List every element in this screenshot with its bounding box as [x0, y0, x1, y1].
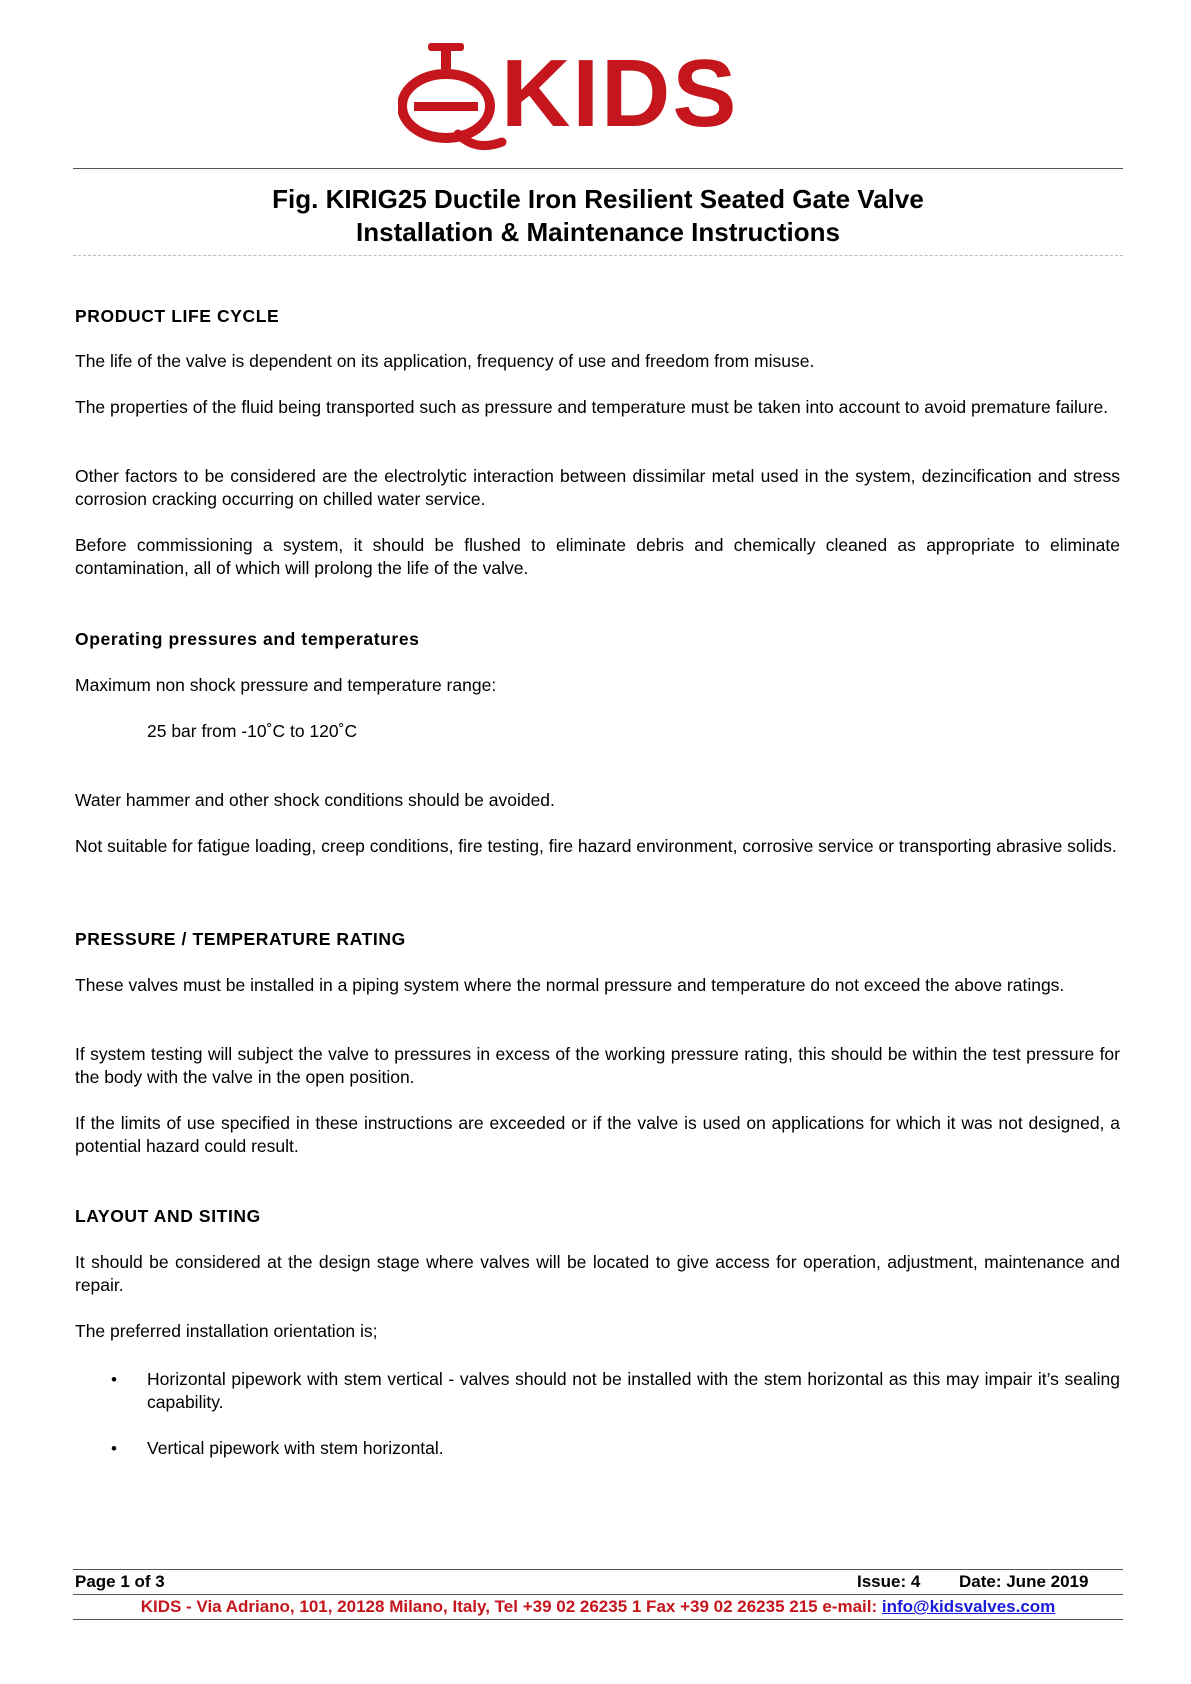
- bullet-icon: •: [111, 1370, 117, 1389]
- bullet-icon: •: [111, 1439, 117, 1458]
- brand-logo: [398, 40, 798, 156]
- paragraph: Not suitable for fatigue loading, creep conditions, fire testing, fire hazard environment, corrosive service or transporting abrasive solids.: [75, 836, 1117, 856]
- footer-meta: [75, 1571, 1120, 1593]
- paragraph: Maximum non shock pressure and temperature range:: [75, 675, 497, 695]
- paragraph: The life of the valve is dependent on its application, frequency of use and freedom from misuse.: [75, 351, 815, 371]
- page-number: Page 1 of 3: [75, 1572, 165, 1591]
- title-line-2: Installation & Maintenance Instructions: [356, 217, 840, 247]
- footer-rule: [73, 1569, 1123, 1570]
- footer-rule: [73, 1594, 1123, 1595]
- email-link[interactable]: info@kidsvalves.com: [881, 1597, 1056, 1616]
- footer-rule: [73, 1619, 1123, 1620]
- paragraph: If system testing will subject the valve to pressures in excess of the working pressure rating, this should be within the test pressure for the body with the valve in the open position.: [75, 1044, 1120, 1087]
- title-line-1: Fig. KIRIG25 Ductile Iron Resilient Seated Gate Valve: [272, 184, 924, 214]
- footer-address: [73, 1596, 1123, 1618]
- heading-layout-and-siting: LAYOUT AND SITING: [75, 1206, 261, 1226]
- paragraph: Other factors to be considered are the electrolytic interaction between dissimilar metal used in the system, dezincification and stress corrosion cracking occurring on chilled water service.: [75, 466, 1120, 509]
- page-title: [73, 183, 1123, 249]
- issue-date: Date: June 2019: [959, 1572, 1089, 1591]
- heading-product-life-cycle: PRODUCT LIFE CYCLE: [75, 306, 280, 326]
- valve-handwheel-icon: [398, 40, 508, 156]
- title-divider: [73, 255, 1123, 256]
- issue-number: Issue: 4: [857, 1572, 921, 1591]
- list-item-text: Horizontal pipework with stem vertical - valves should not be installed with the stem horizontal as this may impair it’s sealing capability.: [147, 1369, 1120, 1412]
- paragraph: The preferred installation orientation is;: [75, 1321, 378, 1341]
- brand-name: KIDS: [501, 40, 739, 147]
- paragraph: If the limits of use specified in these instructions are exceeded or if the valve is used on applications for which it was not designed, a potential hazard could result.: [75, 1113, 1120, 1156]
- address-text: KIDS - Via Adriano, 101, 20128 Milano, Italy, Tel +39 02 26235 1 Fax +39 02 26235 215 e-mail:: [140, 1597, 882, 1616]
- paragraph: These valves must be installed in a piping system where the normal pressure and temperature do not exceed the above ratings.: [75, 975, 1065, 995]
- heading-pressure-temperature-rating: PRESSURE / TEMPERATURE RATING: [75, 929, 406, 949]
- paragraph: The properties of the fluid being transported such as pressure and temperature must be taken into account to avoid premature failure.: [75, 397, 1109, 417]
- paragraph: Before commissioning a system, it should be flushed to eliminate debris and chemically cleaned as appropriate to eliminate contamination, all of which will prolong the life of the valve.: [75, 535, 1120, 578]
- paragraph: It should be considered at the design stage where valves will be located to give access for operation, adjustment, maintenance and repair.: [75, 1252, 1120, 1295]
- pressure-range: 25 bar from -10˚C to 120˚C: [147, 721, 358, 741]
- paragraph: Water hammer and other shock conditions should be avoided.: [75, 790, 555, 810]
- list-item-text: Vertical pipework with stem horizontal.: [147, 1438, 444, 1458]
- heading-operating-pressures: Operating pressures and temperatures: [75, 629, 420, 649]
- header-rule: [73, 168, 1123, 169]
